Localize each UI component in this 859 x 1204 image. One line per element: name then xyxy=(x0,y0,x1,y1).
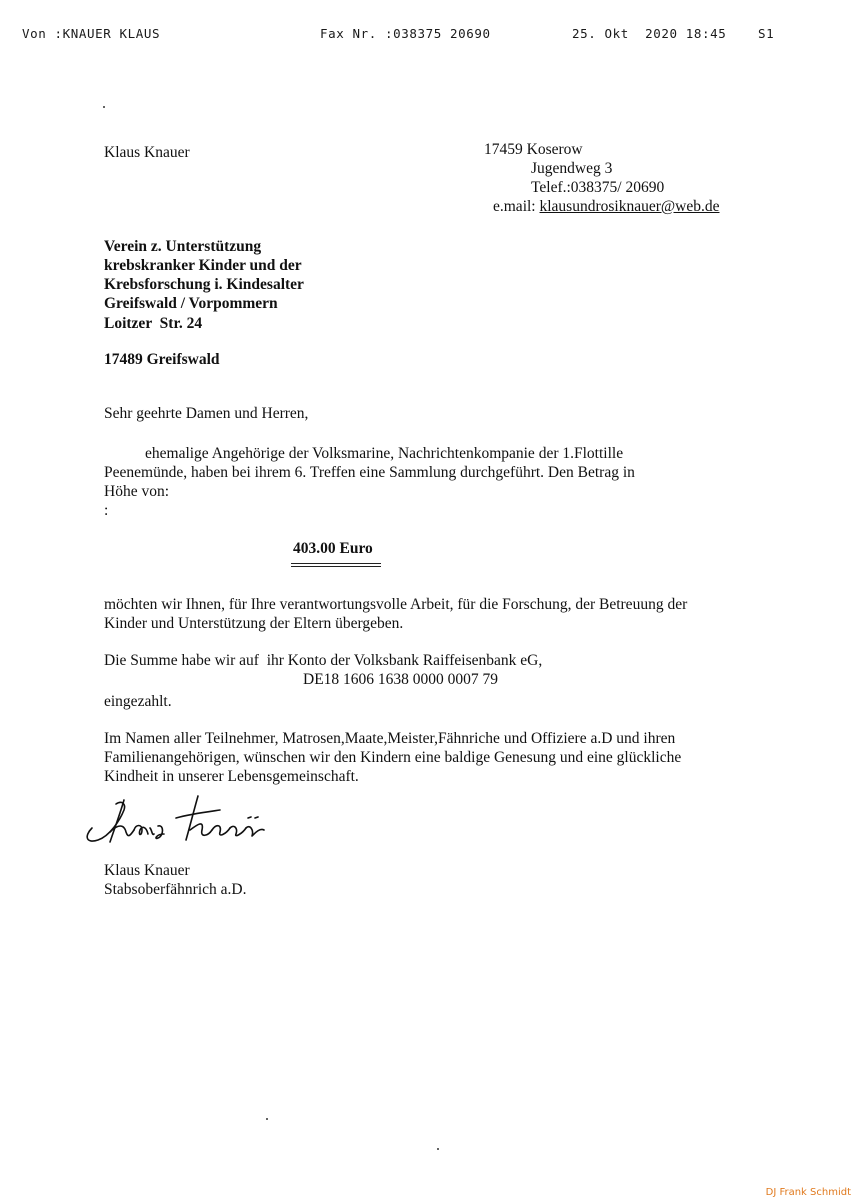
email-label: e.mail: xyxy=(493,198,536,215)
paragraph4-line2: Familienangehörigen, wünschen wir den Kindern eine baldige Genesung und eine glückliche xyxy=(104,749,682,766)
paragraph1-line2: Peenemünde, haben bei ihrem 6. Treffen eine Sammlung durchgeführt. Den Betrag in xyxy=(104,464,635,481)
signature-rank: Stabsoberfähnrich a.D. xyxy=(104,881,247,898)
recipient-line-3: Krebsforschung i. Kindesalter xyxy=(104,276,304,293)
email-link[interactable]: klausundrosiknauer@web.de xyxy=(539,198,720,215)
signature-name: Klaus Knauer xyxy=(104,862,190,879)
recipient-line-2: krebskranker Kinder und der xyxy=(104,257,302,274)
watermark: DJ Frank Schmidt xyxy=(765,1187,851,1198)
paragraph1-line4: : xyxy=(104,502,109,519)
paragraph3-line1: Die Summe habe wir auf ihr Konto der Volksbank Raiffeisenbank eG, xyxy=(104,652,543,669)
amount-underline-1 xyxy=(291,563,381,564)
sender-phone: Telef.:038375/ 20690 xyxy=(531,179,665,196)
salutation: Sehr geehrte Damen und Herren, xyxy=(104,405,309,422)
sender-name: Klaus Knauer xyxy=(104,144,190,161)
recipient-line-1: Verein z. Unterstützung xyxy=(104,238,262,255)
paragraph4-line3: Kindheit in unserer Lebensgemeinschaft. xyxy=(104,768,359,785)
sender-email-row xyxy=(493,197,720,216)
recipient-street: Loitzer Str. 24 xyxy=(104,315,203,332)
sender-street: Jugendweg 3 xyxy=(531,160,613,177)
donation-amount: 403.00 Euro xyxy=(293,540,373,557)
sender-city: 17459 Koserow xyxy=(484,141,583,158)
paragraph2-line2: Kinder und Unterstützung der Eltern übergeben. xyxy=(104,615,404,632)
fax-sender: Von :KNAUER KLAUS xyxy=(22,26,161,41)
recipient-city: 17489 Greifswald xyxy=(104,351,220,368)
recipient-line-4: Greifswald / Vorpommern xyxy=(104,295,278,312)
paragraph1-line3: Höhe von: xyxy=(104,483,170,500)
amount-underline-2 xyxy=(291,566,381,567)
bank-account-iban: DE18 1606 1638 0000 0007 79 xyxy=(303,671,499,688)
scan-speck xyxy=(103,106,105,108)
handwritten-signature xyxy=(80,790,280,852)
paragraph1-line1: ehemalige Angehörige der Volksmarine, Nachrichtenkompanie der 1.Flottille xyxy=(145,445,624,462)
fax-page-number: S1 xyxy=(758,26,775,41)
fax-datetime: 25. Okt 2020 18:45 xyxy=(572,26,727,41)
fax-number: Fax Nr. :038375 20690 xyxy=(320,26,491,41)
paragraph2-line1: möchten wir Ihnen, für Ihre verantwortungsvolle Arbeit, für die Forschung, der Betreuung der xyxy=(104,596,688,613)
paragraph4-line1: Im Namen aller Teilnehmer, Matrosen,Maate,Meister,Fähnriche und Offiziere a.D und ihren xyxy=(104,730,676,747)
scan-speck xyxy=(437,1148,439,1150)
scan-speck xyxy=(266,1118,268,1120)
paragraph3-line3: eingezahlt. xyxy=(104,693,172,710)
